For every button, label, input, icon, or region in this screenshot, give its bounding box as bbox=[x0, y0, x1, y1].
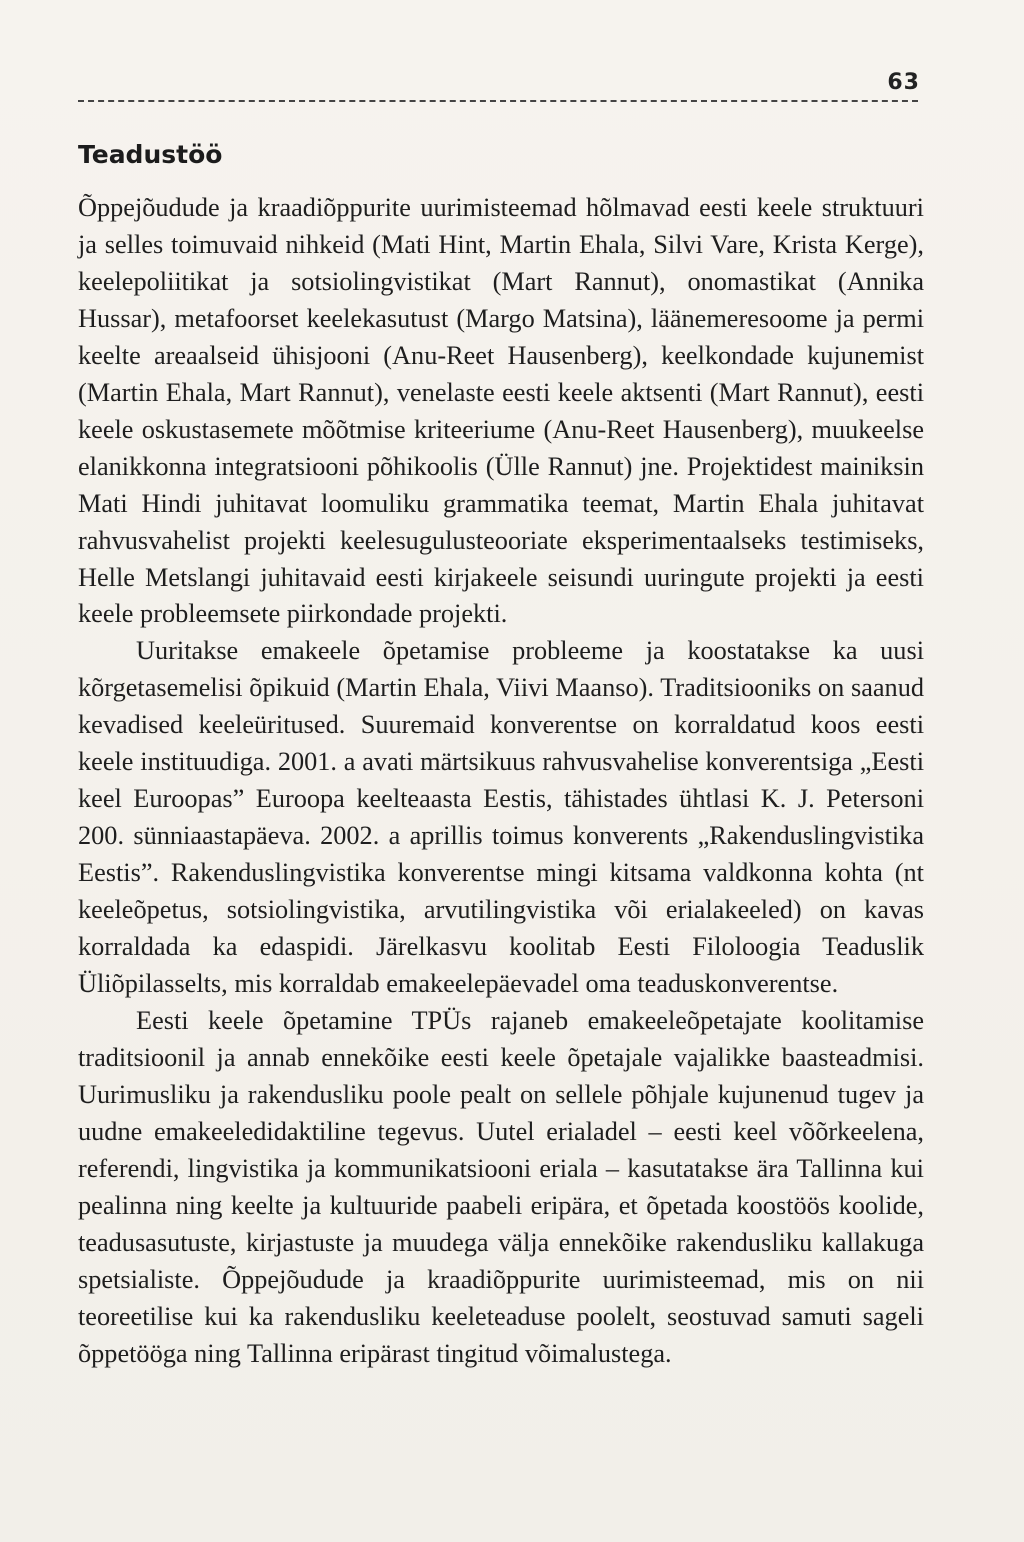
paragraph-research-topics: Õppejõudude ja kraadiõppurite uurimisteemad hõlmavad eesti keele struktuuri ja selles toimuvaid nihkeid (Mati Hint, Martin Ehala, Silvi Vare, Krista Kerge), keelepoliitikat ja sotsiolingvistikat (Mart Rannut), onomastikat (Annika Hussar), metafoorset keelekasutust (Margo Matsina), läänemeresoome ja permi keelte areaalseid ühisjooni (Anu-Reet Hausenberg), keelkondade kujunemist (Martin Ehala, Mart Rannut), venelaste eesti keele aktsenti (Mart Rannut), eesti keele oskustasemete mõõtmise kriteeriume (Anu-Reet Hausenberg), muukeelse elanikkonna integratsiooni põhikoolis (Ülle Rannut) jne. Projektidest mainiksin Mati Hindi juhitavat loomuliku grammatika teemat, Martin Ehala juhitavat rahvusvahelist projekti keelesugulusteooriate eksperimentaalseks testimiseks, Helle Metslangi juhitavaid eesti kirjakeele seisundi uuringute projekti ja eesti keele probleemsete piirkondade projekti. bbox=[78, 193, 924, 629]
paragraph-teaching-tradition: Eesti keele õpetamine TPÜs rajaneb emakeeleõpetajate koolitamise traditsioonil ja annab ennekõike eesti keele õpetajale vajalikke baasteadmisi. Uurimusliku ja rakendusliku poole pealt on sellele põhjale kujunenud tugev ja uudne emakeeledidaktiline tegevus. Uutel erialadel – eesti keel võõrkeelena, referendi, lingvistika ja kommunikatsiooni eriala – kasutatakse ära Tallinna kui pealinna ning keelte ja kultuuride paabeli eripära, et õpetada koostöös koolide, teadusasutuste, kirjastuste ja muudega välja ennekõike rakendusliku kallakuga spetsialiste. Õppejõudude ja kraadiõppurite uurimisteemad, mis on nii teoreetilise kui ka rakendusliku keeleteaduse poolelt, seostuvad samuti sageli õppetööga ning Tallinna eripärast tingitud võimalustega. bbox=[78, 1005, 924, 1368]
section-heading: Teadustöö bbox=[78, 140, 223, 169]
paragraph-teaching-conferences: Uuritakse emakeele õpetamise probleeme ja koostatakse ka uusi kõrgetasemelisi õpikuid (Martin Ehala, Viivi Maanso). Traditsiooniks on saanud kevadised keeleüritused. Suuremaid konverentse on korraldatud koos eesti keele instituudiga. 2001. a avati märtsikuus rahvusvahelise konverentsiga „Eesti keel Euroopas” Euroopa keelteaasta Eestis, tähistades ühtlasi K. J. Petersoni 200. sünniaastapäeva. 2002. a aprillis toimus konverents „Rakenduslingvistika Eestis”. Rakenduslingvistika konverentse mingi kitsama valdkonna kohta (nt keeleõpetus, sotsiolingvistika, arvutilingvistika või erialakeeled) on kavas korraldada ka edaspidi. Järelkasvu koolitab Eesti Filoloogia Teaduslik Üliõpilasselts, mis korraldab emakeelepäevadel oma teaduskonverentse. bbox=[78, 636, 924, 999]
page-number: 63 bbox=[887, 70, 920, 95]
body-text bbox=[78, 190, 924, 1373]
header-divider bbox=[78, 100, 918, 102]
